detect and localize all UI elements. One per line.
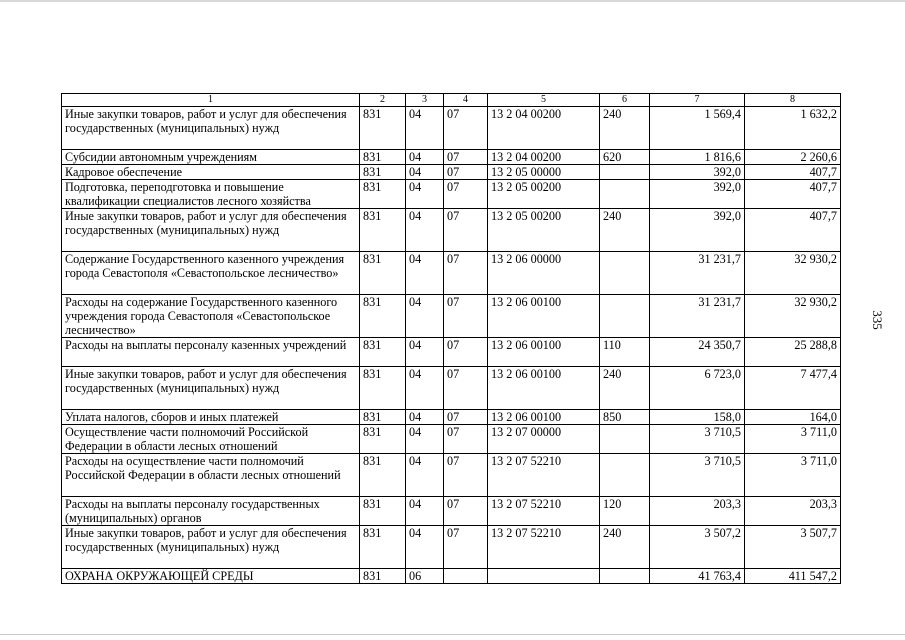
- row-year2: 2 260,6: [745, 150, 841, 165]
- row-vr: [600, 425, 650, 454]
- row-vr: [600, 180, 650, 209]
- row-year2: 407,7: [745, 209, 841, 252]
- row-year1: 1 569,4: [650, 107, 745, 150]
- row-vr: 110: [600, 338, 650, 367]
- row-rz: 04: [406, 180, 444, 209]
- row-rz: 04: [406, 295, 444, 338]
- scan-edge-top: [0, 0, 905, 2]
- row-year1: 392,0: [650, 180, 745, 209]
- row-year1: 1 816,6: [650, 150, 745, 165]
- row-pr: 07: [444, 454, 488, 497]
- row-year2: 1 632,2: [745, 107, 841, 150]
- row-year2: 3 711,0: [745, 425, 841, 454]
- row-year1: 203,3: [650, 497, 745, 526]
- row-year1: 24 350,7: [650, 338, 745, 367]
- row-rz: 04: [406, 150, 444, 165]
- row-vr: 620: [600, 150, 650, 165]
- row-year2: 32 930,2: [745, 252, 841, 295]
- table-row: [62, 410, 841, 425]
- column-header: 7: [650, 94, 745, 107]
- row-year2: 32 930,2: [745, 295, 841, 338]
- row-vr: [600, 295, 650, 338]
- row-csr: 13 2 06 00100: [488, 295, 600, 338]
- row-gr: 831: [360, 497, 406, 526]
- table-row: [62, 367, 841, 410]
- column-header: 8: [745, 94, 841, 107]
- row-gr: 831: [360, 367, 406, 410]
- row-csr: 13 2 05 00200: [488, 209, 600, 252]
- row-csr: 13 2 07 52210: [488, 454, 600, 497]
- row-pr: 07: [444, 295, 488, 338]
- row-year1: 31 231,7: [650, 252, 745, 295]
- table-row: [62, 526, 841, 569]
- row-pr: 07: [444, 425, 488, 454]
- row-pr: 07: [444, 107, 488, 150]
- row-csr: 13 2 07 00000: [488, 425, 600, 454]
- row-gr: 831: [360, 425, 406, 454]
- table-row: [62, 295, 841, 338]
- row-csr: 13 2 06 00100: [488, 367, 600, 410]
- row-vr: 240: [600, 526, 650, 569]
- table-row: [62, 252, 841, 295]
- row-name: Уплата налогов, сборов и иных платежей: [62, 410, 360, 425]
- row-vr: 240: [600, 367, 650, 410]
- row-vr: [600, 454, 650, 497]
- column-number-row: [62, 94, 841, 107]
- row-rz: 04: [406, 209, 444, 252]
- row-vr: 240: [600, 107, 650, 150]
- row-rz: 06: [406, 569, 444, 584]
- row-rz: 04: [406, 497, 444, 526]
- row-name: ОХРАНА ОКРУЖАЮЩЕЙ СРЕДЫ: [62, 569, 360, 584]
- row-vr: 240: [600, 209, 650, 252]
- row-name: Кадровое обеспечение: [62, 165, 360, 180]
- row-gr: 831: [360, 165, 406, 180]
- row-year2: 7 477,4: [745, 367, 841, 410]
- row-csr: 13 2 04 00200: [488, 150, 600, 165]
- table-row: [62, 209, 841, 252]
- row-year2: 407,7: [745, 180, 841, 209]
- row-name: Осуществление части полномочий Российской Федерации в области лесных отношений: [62, 425, 360, 454]
- column-header: 3: [406, 94, 444, 107]
- row-name: Подготовка, переподготовка и повышение квалификации специалистов лесного хозяйства: [62, 180, 360, 209]
- row-gr: 831: [360, 252, 406, 295]
- row-vr: [600, 569, 650, 584]
- row-rz: 04: [406, 425, 444, 454]
- row-pr: 07: [444, 526, 488, 569]
- row-year2: 25 288,8: [745, 338, 841, 367]
- row-csr: 13 2 05 00200: [488, 180, 600, 209]
- row-name: Иные закупки товаров, работ и услуг для обеспечения государственных (муниципальных) нужд: [62, 526, 360, 569]
- row-vr: 120: [600, 497, 650, 526]
- row-gr: 831: [360, 150, 406, 165]
- column-header: 5: [488, 94, 600, 107]
- row-year1: 158,0: [650, 410, 745, 425]
- row-gr: 831: [360, 209, 406, 252]
- table-row: [62, 107, 841, 150]
- row-vr: [600, 252, 650, 295]
- row-name: Иные закупки товаров, работ и услуг для обеспечения государственных (муниципальных) нужд: [62, 107, 360, 150]
- table-row: [62, 180, 841, 209]
- budget-table: [61, 93, 841, 584]
- row-csr: 13 2 04 00200: [488, 107, 600, 150]
- row-csr: 13 2 06 00000: [488, 252, 600, 295]
- scan-edge-bottom: [0, 634, 905, 635]
- row-gr: 831: [360, 410, 406, 425]
- row-rz: 04: [406, 107, 444, 150]
- table-row: [62, 569, 841, 584]
- row-pr: 07: [444, 252, 488, 295]
- row-year2: 203,3: [745, 497, 841, 526]
- row-year1: 41 763,4: [650, 569, 745, 584]
- row-year1: 392,0: [650, 165, 745, 180]
- row-rz: 04: [406, 338, 444, 367]
- row-name: Содержание Государственного казенного учреждения города Севастополя «Севастопольское лесничество»: [62, 252, 360, 295]
- row-rz: 04: [406, 367, 444, 410]
- row-year1: 3 710,5: [650, 454, 745, 497]
- row-name: Иные закупки товаров, работ и услуг для обеспечения государственных (муниципальных) нужд: [62, 209, 360, 252]
- table-row: [62, 165, 841, 180]
- row-year2: 411 547,2: [745, 569, 841, 584]
- row-pr: 07: [444, 367, 488, 410]
- row-gr: 831: [360, 338, 406, 367]
- column-header: 6: [600, 94, 650, 107]
- row-year2: 407,7: [745, 165, 841, 180]
- row-name: Расходы на содержание Государственного казенного учреждения города Севастополя «Севастопольское лесничество»: [62, 295, 360, 338]
- row-year1: 392,0: [650, 209, 745, 252]
- row-year1: 3 507,2: [650, 526, 745, 569]
- row-pr: 07: [444, 338, 488, 367]
- row-pr: 07: [444, 165, 488, 180]
- column-header: 2: [360, 94, 406, 107]
- row-year2: 3 507,7: [745, 526, 841, 569]
- column-header: 4: [444, 94, 488, 107]
- table-row: [62, 425, 841, 454]
- row-gr: 831: [360, 569, 406, 584]
- row-year1: 31 231,7: [650, 295, 745, 338]
- row-rz: 04: [406, 454, 444, 497]
- row-csr: 13 2 06 00100: [488, 410, 600, 425]
- row-name: Расходы на осуществление части полномочий Российской Федерации в области лесных отношений: [62, 454, 360, 497]
- row-pr: 07: [444, 410, 488, 425]
- row-pr: 07: [444, 497, 488, 526]
- row-csr: 13 2 05 00000: [488, 165, 600, 180]
- row-gr: 831: [360, 107, 406, 150]
- table-row: [62, 338, 841, 367]
- row-pr: 07: [444, 150, 488, 165]
- row-pr: 07: [444, 180, 488, 209]
- row-rz: 04: [406, 252, 444, 295]
- row-vr: [600, 165, 650, 180]
- column-header: 1: [62, 94, 360, 107]
- table-row: [62, 454, 841, 497]
- row-rz: 04: [406, 410, 444, 425]
- page-number: 335: [870, 310, 885, 330]
- row-year1: 3 710,5: [650, 425, 745, 454]
- table-row: [62, 497, 841, 526]
- row-gr: 831: [360, 295, 406, 338]
- row-year2: 164,0: [745, 410, 841, 425]
- table-row: [62, 150, 841, 165]
- row-name: Иные закупки товаров, работ и услуг для обеспечения государственных (муниципальных) нужд: [62, 367, 360, 410]
- row-gr: 831: [360, 454, 406, 497]
- row-gr: 831: [360, 180, 406, 209]
- row-pr: [444, 569, 488, 584]
- row-csr: 13 2 07 52210: [488, 497, 600, 526]
- row-vr: 850: [600, 410, 650, 425]
- row-rz: 04: [406, 165, 444, 180]
- row-rz: 04: [406, 526, 444, 569]
- row-csr: [488, 569, 600, 584]
- row-csr: 13 2 06 00100: [488, 338, 600, 367]
- row-csr: 13 2 07 52210: [488, 526, 600, 569]
- row-year2: 3 711,0: [745, 454, 841, 497]
- row-name: Расходы на выплаты персоналу государственных (муниципальных) органов: [62, 497, 360, 526]
- row-gr: 831: [360, 526, 406, 569]
- row-pr: 07: [444, 209, 488, 252]
- row-year1: 6 723,0: [650, 367, 745, 410]
- row-name: Расходы на выплаты персоналу казенных учреждений: [62, 338, 360, 367]
- row-name: Субсидии автономным учреждениям: [62, 150, 360, 165]
